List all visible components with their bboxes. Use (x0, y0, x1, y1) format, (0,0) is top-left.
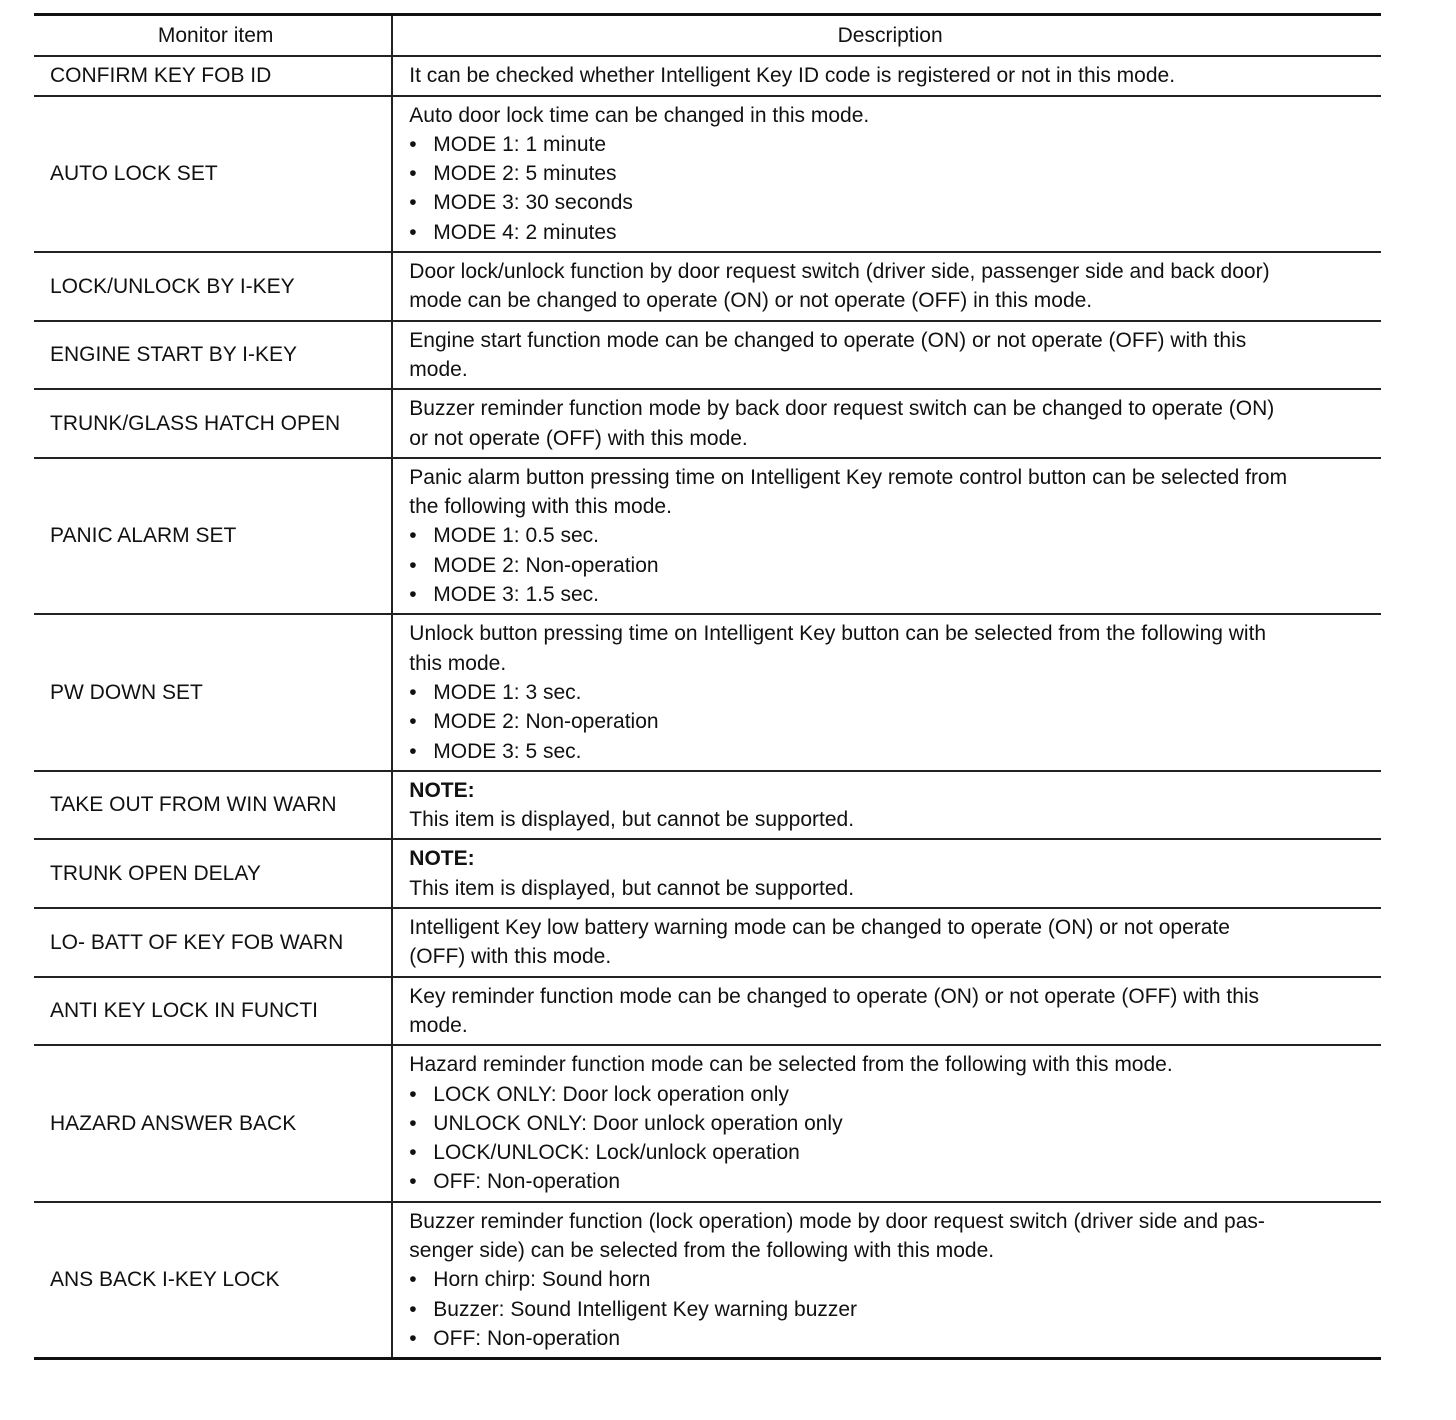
description-cell (392, 1045, 1381, 1201)
note-label: NOTE: (409, 778, 475, 802)
bullet-item (409, 521, 1371, 550)
table-row (34, 1045, 1381, 1201)
description-cell (392, 771, 1381, 840)
bullet-item (409, 1324, 1371, 1353)
table-row (34, 614, 1381, 770)
description-text: (OFF) with this mode. (409, 945, 612, 969)
header-monitor-item: Monitor item (34, 15, 392, 57)
bullet-icon: • (409, 524, 417, 548)
bullet-item (409, 1265, 1371, 1294)
bullet-item (409, 1138, 1371, 1167)
description-text: This item is displayed, but cannot be supported. (409, 808, 855, 832)
bullet-item (409, 188, 1371, 217)
monitor-item-cell: ENGINE START BY I-KEY (34, 321, 392, 390)
monitor-item-cell: AUTO LOCK SET (34, 96, 392, 252)
bullet-item (409, 159, 1371, 188)
description-text: It can be checked whether Intelligent Key ID code is registered or not in this mode. (409, 64, 1176, 88)
description-text: Key reminder function mode can be changed to operate (ON) or not operate (OFF) with this (409, 984, 1260, 1008)
monitor-item-cell: ANS BACK I-KEY LOCK (34, 1202, 392, 1359)
bullet-icon: • (409, 680, 417, 704)
table-row (34, 908, 1381, 977)
bullet-text: MODE 2: Non-operation (433, 553, 659, 577)
monitor-item-cell: CONFIRM KEY FOB ID (34, 56, 392, 95)
bullet-icon: • (409, 1082, 417, 1106)
bullet-icon: • (409, 739, 417, 763)
table-row (34, 839, 1381, 908)
bullet-text: MODE 3: 30 seconds (433, 191, 633, 215)
bullet-icon: • (409, 132, 417, 156)
monitor-item-cell: TAKE OUT FROM WIN WARN (34, 771, 392, 840)
description-cell (392, 252, 1381, 321)
monitor-item-cell: ANTI KEY LOCK IN FUNCTI (34, 977, 392, 1046)
monitor-item-table (34, 13, 1381, 1360)
description-cell (392, 321, 1381, 390)
monitor-item-cell: PW DOWN SET (34, 614, 392, 770)
bullet-text: MODE 3: 1.5 sec. (433, 583, 600, 607)
description-text: or not operate (OFF) with this mode. (409, 426, 748, 450)
description-text: Intelligent Key low battery warning mode can be changed to operate (ON) or not operate (409, 916, 1230, 940)
bullet-icon: • (409, 1297, 417, 1321)
bullet-text: MODE 2: 5 minutes (433, 162, 617, 186)
bullet-icon: • (409, 1326, 417, 1350)
bullet-text: LOCK/UNLOCK: Lock/unlock operation (433, 1141, 800, 1165)
description-text: Buzzer reminder function (lock operation) mode by door request switch (driver side and pas- (409, 1209, 1265, 1233)
bullet-item (409, 1109, 1371, 1138)
description-text: mode. (409, 357, 468, 381)
table-row (34, 321, 1381, 390)
description-text: Buzzer reminder function mode by back door request switch can be changed to operate (ON) (409, 397, 1275, 421)
table-row (34, 96, 1381, 252)
bullet-icon: • (409, 1141, 417, 1165)
description-cell (392, 56, 1381, 95)
monitor-item-cell: HAZARD ANSWER BACK (34, 1045, 392, 1201)
table-row (34, 977, 1381, 1046)
bullet-icon: • (409, 1111, 417, 1135)
description-cell (392, 977, 1381, 1046)
description-text: senger side) can be selected from the following with this mode. (409, 1238, 995, 1262)
table-row (34, 771, 1381, 840)
bullet-icon: • (409, 1170, 417, 1194)
description-text: Hazard reminder function mode can be selected from the following with this mode. (409, 1053, 1173, 1077)
bullet-text: Horn chirp: Sound horn (433, 1268, 651, 1292)
table-row (34, 389, 1381, 458)
table-row (34, 458, 1381, 614)
bullet-text: OFF: Non-operation (433, 1326, 621, 1350)
bullet-text: MODE 1: 3 sec. (433, 680, 582, 704)
bullet-item (409, 1167, 1371, 1196)
header-description: Description (392, 15, 1381, 57)
description-text: this mode. (409, 651, 507, 675)
bullet-text: MODE 3: 5 sec. (433, 739, 582, 763)
bullet-icon: • (409, 162, 417, 186)
bullet-text: MODE 2: Non-operation (433, 710, 659, 734)
bullet-text: OFF: Non-operation (433, 1170, 621, 1194)
description-cell (392, 96, 1381, 252)
monitor-item-cell: TRUNK/GLASS HATCH OPEN (34, 389, 392, 458)
description-text: Engine start function mode can be changed to operate (ON) or not operate (OFF) with this (409, 328, 1247, 352)
bullet-text: LOCK ONLY: Door lock operation only (433, 1082, 789, 1106)
monitor-item-cell: LO- BATT OF KEY FOB WARN (34, 908, 392, 977)
description-cell (392, 389, 1381, 458)
bullet-item (409, 1080, 1371, 1109)
table-row (34, 56, 1381, 95)
bullet-icon: • (409, 191, 417, 215)
description-text: This item is displayed, but cannot be supported. (409, 876, 855, 900)
note-label: NOTE: (409, 847, 475, 871)
bullet-icon: • (409, 710, 417, 734)
table-body (34, 56, 1381, 1358)
description-text: Door lock/unlock function by door request switch (driver side, passenger side and back door) (409, 260, 1270, 284)
description-text: mode can be changed to operate (ON) or not operate (OFF) in this mode. (409, 289, 1093, 313)
bullet-text: UNLOCK ONLY: Door unlock operation only (433, 1111, 843, 1135)
description-cell (392, 839, 1381, 908)
bullet-item (409, 218, 1371, 247)
bullet-item (409, 707, 1371, 736)
bullet-icon: • (409, 553, 417, 577)
description-text: Panic alarm button pressing time on Intelligent Key remote control button can be selected from (409, 465, 1288, 489)
table-header-row (34, 15, 1381, 57)
description-text: mode. (409, 1013, 468, 1037)
bullet-icon: • (409, 1268, 417, 1292)
monitor-item-cell: LOCK/UNLOCK BY I-KEY (34, 252, 392, 321)
description-cell (392, 1202, 1381, 1359)
bullet-item (409, 737, 1371, 766)
bullet-item (409, 130, 1371, 159)
bullet-item (409, 1295, 1371, 1324)
description-text: Auto door lock time can be changed in this mode. (409, 103, 870, 127)
description-cell (392, 458, 1381, 614)
table-row (34, 1202, 1381, 1359)
monitor-item-cell: PANIC ALARM SET (34, 458, 392, 614)
bullet-item (409, 551, 1371, 580)
description-cell (392, 614, 1381, 770)
bullet-icon: • (409, 220, 417, 244)
bullet-icon: • (409, 583, 417, 607)
bullet-item (409, 678, 1371, 707)
bullet-text: MODE 4: 2 minutes (433, 220, 617, 244)
monitor-item-cell: TRUNK OPEN DELAY (34, 839, 392, 908)
description-text: Unlock button pressing time on Intelligent Key button can be selected from the following with (409, 622, 1267, 646)
bullet-text: MODE 1: 1 minute (433, 132, 607, 156)
bullet-text: Buzzer: Sound Intelligent Key warning buzzer (433, 1297, 858, 1321)
bullet-item (409, 580, 1371, 609)
table-row (34, 252, 1381, 321)
bullet-text: MODE 1: 0.5 sec. (433, 524, 600, 548)
description-text: the following with this mode. (409, 495, 672, 519)
description-cell (392, 908, 1381, 977)
